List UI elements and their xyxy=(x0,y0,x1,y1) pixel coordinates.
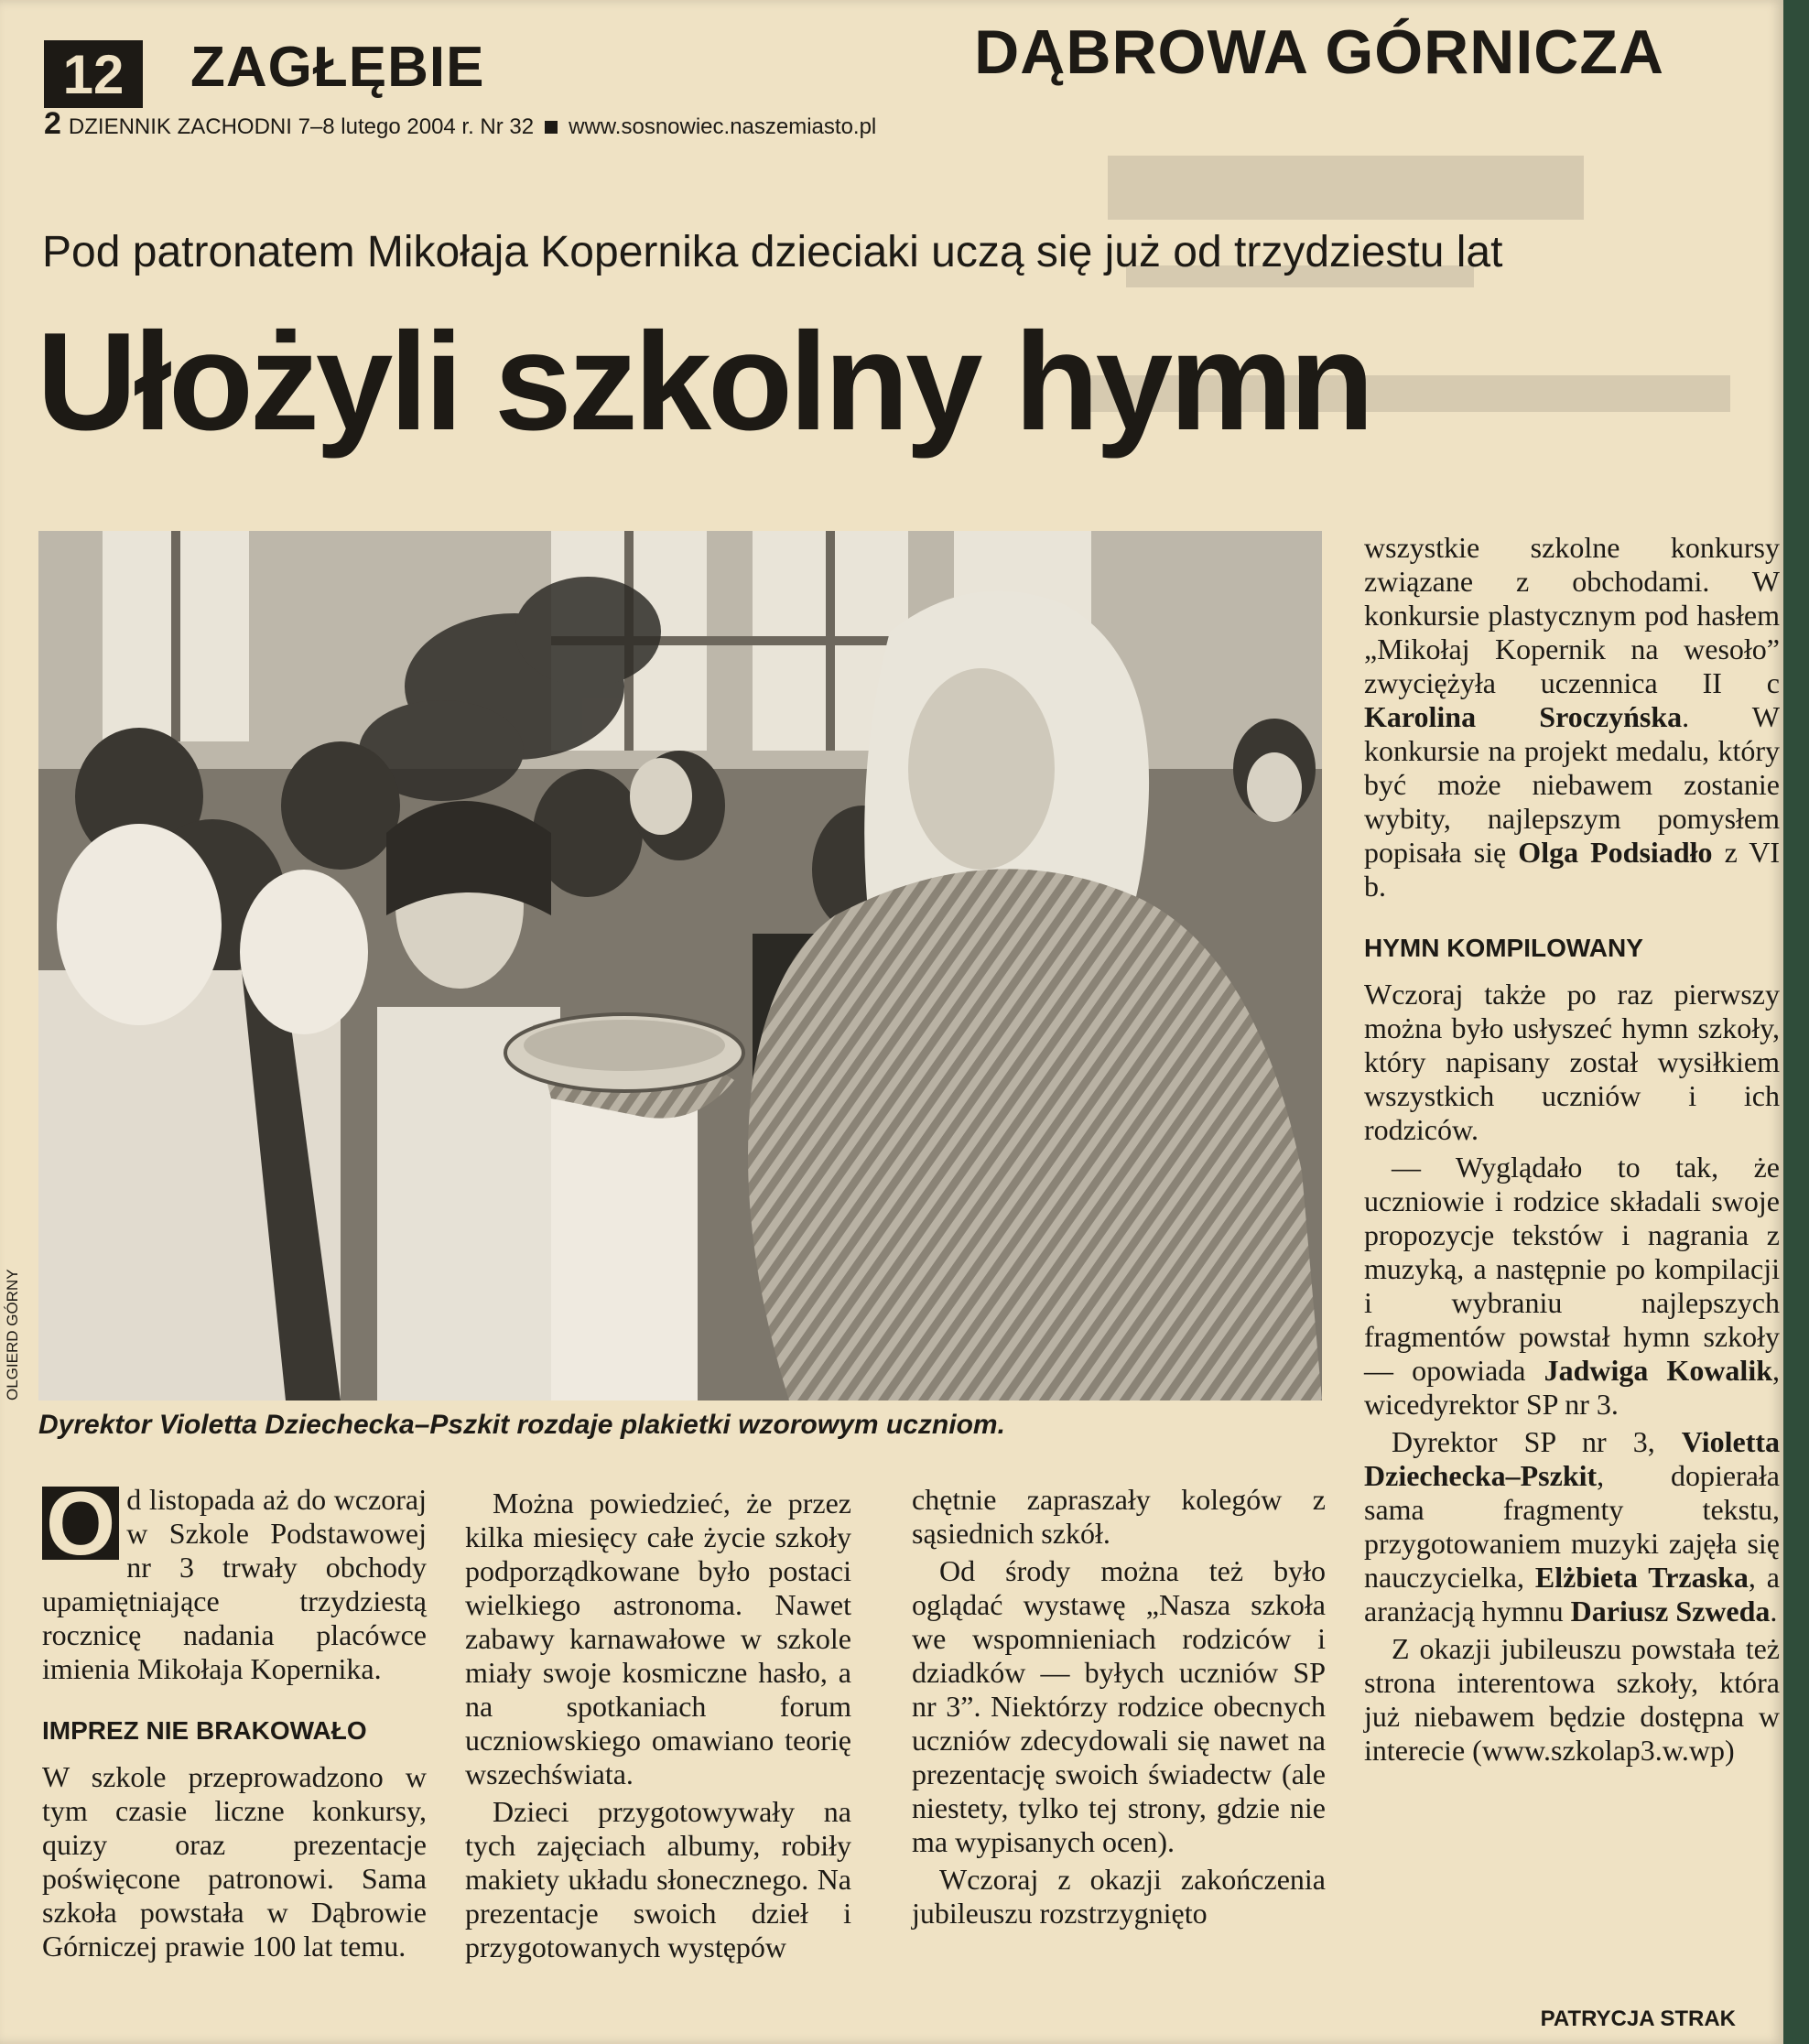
paragraph: Od środy można też było oglądać wystawę „Nasza szkoła we wspomnieniach rodziców i dziadków — byłych uczniów SP nr 3”. Niektórzy rodzice obecnych uczniów zdecydowali się nawet na prezentację swoich świadectw (ale niestety, tylko tej strony, gdzie nie ma wypisanych ocen). xyxy=(912,1554,1326,1858)
photo-caption: Dyrektor Violetta Dziechecka–Pszkit rozdaje plakietki wzorowym uczniom. xyxy=(38,1410,1005,1440)
text: Dyrektor SP nr 3, xyxy=(1392,1425,1682,1458)
text: — Wyglądało to tak, że uczniowie i rodzice składali swoje propozycje tekstów i nagrania z muzyką, a następnie po kompilacji i wybraniu najlepszych fragmentów powstał hymn szkoły — opowiada xyxy=(1364,1151,1780,1387)
text: , dopierała sama fragmenty tekstu, przygotowaniem muzyki zajęła się nauczycielka, xyxy=(1364,1459,1780,1594)
section-title: ZAGŁĘBIE xyxy=(190,36,485,99)
paragraph: Dzieci przygotowywały na tych zajęciach albumy, robiły makiety układu słonecznego. Na prezentacje swoich dzieł i przygotowanych występów xyxy=(465,1795,851,1963)
paragraph: Z okazji jubileuszu powstała też strona interentowa szkoły, która już niebawem będzie dostępna w interecie (www.szkolap3.w.wp) xyxy=(1364,1632,1780,1767)
column-2 xyxy=(465,1483,851,1964)
paragraph: Wczoraj także po raz pierwszy można było usłyszeć hymn szkoły, który napisany został wysiłkiem wszystkich uczniów i ich rodziców. xyxy=(1364,978,1780,1146)
paragraph xyxy=(1364,1425,1780,1628)
newspaper-clipping: 12 ZAGŁĘBIE DĄBROWA GÓRNICZA 2 DZIENNIK ZACHODNI 7–8 lutego 2004 r. Nr 32 www.sosnowiec.naszemiasto.pl Pod patronatem Mikołaja Kopernika dzieciaki uczą się już od trzydziestu lat Ułożyli szkolny hymn OLGIERD GÓRNY Dyrektor Violetta Dziechecka–Pszkit rozdaje plakietki wzorowym uczniom. O d listopada aż do wczoraj w Szkole Podstawowej nr 3 trwały obchody upamiętniające trzydziestą rocznicę nadania placówce imienia Mikołaja Kopernika. IMPREZ NIE BRAKOWAŁO W szkole przeprowadzono w tym czasie liczne konkursy, quizy oraz prezentacje poświęcone patronowi. Sama szkoła powstała w Dąbrowie Górniczej prawie 100 lat temu. Można powiedzieć, że przez kilka miesięcy całe życie szkoły podporządkowane było postaci wielkiego astronoma. Nawet zabawy karnawałowe w szkole miały swoje kosmiczne hasło, a na spotkaniach forum uczniowskiego omawiano teorię wszechświata. Dzieci przygotowywały na tych zajęciach albumy, robiły makiety układu słonecznego. Na prezentacje swoich dzieł i przygotowanych występów chętnie zapraszały kolegów z sąsiednich szkół. Od środy można też było oglądać wystawę „Nasza szkoła we wspomnieniach rodziców i dziadków — byłych uczniów SP nr 3”. Niektórzy rodzice obecnych uczniów zdecydowali się nawet na prezentację swoich świadectw (ale niestety, tylko tej strony, gdzie nie ma wypisanych ocen). Wczoraj z okazji zakończenia jubileuszu rozstrzygnięto wszystkie szkolne konkursy związane z obchodami. W konkursie plastycznym pod hasłem „Mikołaj Kopernik na wesoło” zwyciężyła uczennica II c Karolina Sroczyńska. W konkursie na projekt medalu, który być może niebawem zostanie wybity, najlepszym pomysłem popisała się Olga Podsiadło z VI b. HYMN KOMPILOWANY Wczoraj także po raz pierwszy można było usłyszeć hymn szkoły, który napisany został wysiłkiem wszystkich uczniów i ich rodziców. — Wyglądało to tak, że uczniowie i rodzice składali swoje propozycje tekstów i nagrania z muzyką, a następnie po kompilacji i wybraniu najlepszych fragmentów powstał hymn szkoły — opowiada Jadwiga Kowalik, wicedyrektor SP nr 3. Dyrektor SP nr 3, Violetta Dziechecka–Pszkit, dopierała sama fragmenty tekstu, przygotowaniem muzyki zajęła się nauczycielka, Elżbieta Trzaska, a aranżacją hymnu Dariusz Szweda. Z okazji jubileuszu powstała też strona interentowa szkoły, która już niebawem będzie dostępna w interecie (www.szkolap3.w.wp) PATRYCJA STRAK xyxy=(0,0,1783,2044)
person-name: Olga Podsiadło xyxy=(1518,836,1713,869)
text: . W konkursie na projekt medalu, który być może niebawem zostanie wybity, najlepszym pomysłem popisała się xyxy=(1364,700,1780,869)
issue-prefix: 2 xyxy=(44,106,61,141)
headline: Ułożyli szkolny hymn xyxy=(37,304,1371,460)
issue-info: DZIENNIK ZACHODNI 7–8 lutego 2004 r. Nr 32 xyxy=(68,114,535,139)
paragraph xyxy=(1364,1151,1780,1422)
photo-illustration xyxy=(38,531,1322,1401)
text: wszystkie szkolne konkursy związane z obchodami. W konkursie plastycznym pod hasłem „Mikołaj Kopernik na wesoło” zwyciężyła uczennica II c xyxy=(1364,531,1780,699)
column-3 xyxy=(912,1483,1326,1930)
subheading: HYMN KOMPILOWANY xyxy=(1364,934,1643,962)
paragraph: W szkole przeprowadzono w tym czasie liczne konkursy, quizy oraz prezentacje poświęcone patronowi. Sama szkoła powstała w Dąbrowie Górniczej prawie 100 lat temu. xyxy=(42,1760,427,1963)
paragraph-text: d listopada aż do wczoraj w Szkole Podstawowej nr 3 trwały obchody upamiętniające trzydziestą rocznicę nadania placówce imienia Mikołaja Kopernika. xyxy=(42,1483,427,1685)
paragraph: Wczoraj z okazji zakończenia jubileuszu rozstrzygnięto xyxy=(912,1863,1326,1930)
text: , wicedyrektor SP nr 3. xyxy=(1364,1354,1781,1421)
author-byline: PATRYCJA STRAK xyxy=(1540,2006,1736,2031)
text: . xyxy=(1770,1595,1778,1628)
square-bullet-icon xyxy=(545,121,558,134)
person-name: Elżbieta Trzaska xyxy=(1534,1561,1749,1594)
text: z VI b. xyxy=(1364,836,1781,903)
website: www.sosnowiec.naszemiasto.pl xyxy=(569,114,877,139)
page-number: 12 xyxy=(44,40,143,108)
article-photo xyxy=(38,531,1322,1401)
person-name: Dariusz Szweda xyxy=(1570,1595,1771,1628)
subheading: IMPREZ NIE BRAKOWAŁO xyxy=(42,1716,367,1745)
kicker: Pod patronatem Mikołaja Kopernika dzieciaki uczą się już od trzydziestu lat xyxy=(42,228,1503,276)
issue-line xyxy=(44,106,876,142)
drop-cap: O xyxy=(42,1487,119,1560)
paragraph xyxy=(1364,531,1780,903)
paragraph: Można powiedzieć, że przez kilka miesięcy całe życie szkoły podporządkowane było postaci wielkiego astronoma. Nawet zabawy karnawałowe w szkole miały swoje kosmiczne hasło, a na spotkaniach forum uczniowskiego omawiano teorię wszechświata. xyxy=(465,1487,851,1790)
person-name: Jadwiga Kowalik xyxy=(1544,1354,1773,1387)
person-name: Violetta Dziechecka–Pszkit xyxy=(1364,1425,1780,1492)
column-1 xyxy=(42,1473,427,1963)
city-title: DĄBROWA GÓRNICZA xyxy=(974,17,1664,87)
paragraph: chętnie zapraszały kolegów z sąsiednich szkół. xyxy=(912,1483,1326,1550)
paragraph xyxy=(42,1473,427,1686)
column-4 xyxy=(1364,531,1780,1768)
person-name: Karolina Sroczyńska xyxy=(1364,700,1683,733)
text: , a aranżacją hymnu xyxy=(1364,1561,1780,1628)
